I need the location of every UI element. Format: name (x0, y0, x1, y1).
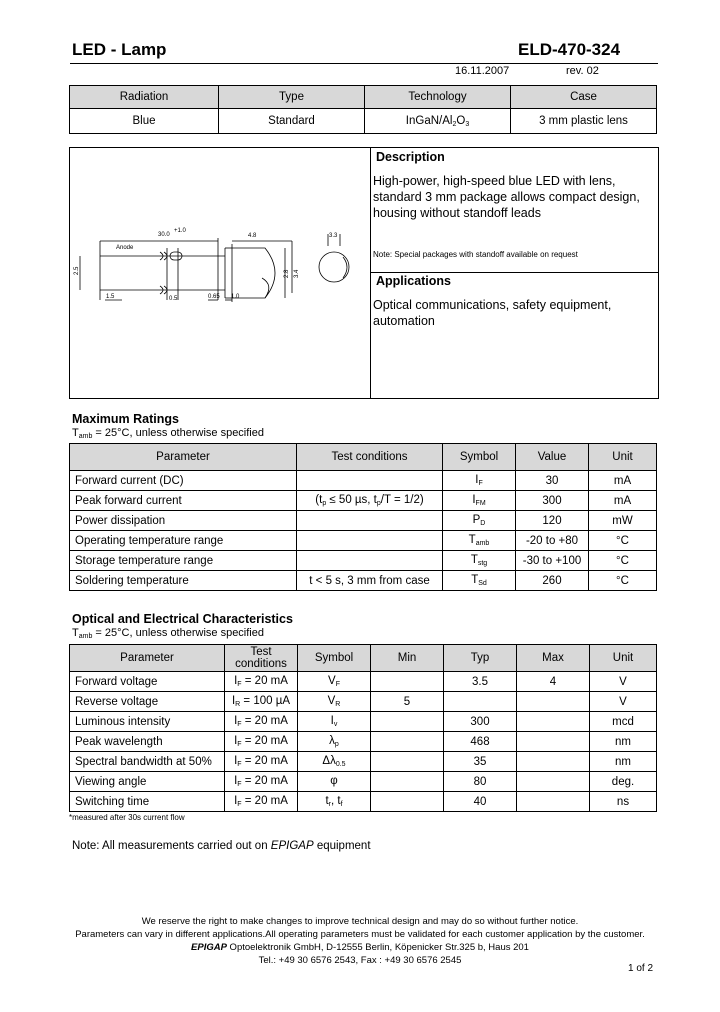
oc-header-max: Max (517, 645, 590, 672)
table-row: Storage temperature range $T_{stg}$ -30 to +100 °C (70, 551, 657, 571)
description-text: High-power, high-speed blue LED with lens, standard 3 mm package allows compact design, housing without standoff leads (373, 174, 640, 220)
table-row: Power dissipation $P_D$ 120 mW (70, 511, 657, 531)
optical-table (69, 644, 657, 812)
oc-header-conditions: Test conditions (225, 645, 298, 672)
table-row: Peak wavelength $I_F = 20$ mA $\lambda_p$ 468 nm (70, 732, 657, 752)
part-number: ELD-470-324 (518, 40, 621, 59)
panel-hdivider (370, 272, 658, 273)
applications-text: Optical communications, safety equipment, automation (373, 298, 612, 328)
table-row: Switching time $I_F = 20$ mA $t_r$, $t_f$ 40 ns (70, 792, 657, 812)
summary-header-case: Case (511, 86, 657, 109)
dim-length: 4.8 (248, 233, 257, 239)
dim-3-4: 3.4 (294, 269, 300, 278)
mr-header-value: Value (516, 444, 589, 471)
table-row: Soldering temperature t < 5 s, 3 mm from case $T_{Sd}$ 260 °C (70, 571, 657, 591)
dim-1-5: 1.5 (106, 294, 115, 300)
document-revision: rev. 02 (566, 65, 599, 77)
footer-address: EPIGAP Optoelektronik GmbH, D-12555 Berlin, Köpenicker Str.325 b, Haus 201 (191, 942, 529, 953)
footnote: *measured after 30s current flow (69, 813, 185, 822)
max-ratings-table (69, 443, 657, 591)
table-row: Peak forward current ($t_p \le 50$ µs, $t_p/T = 1/2$) $I_{FM}$ 300 mA (70, 491, 657, 511)
oc-header-min: Min (371, 645, 444, 672)
dim-diameter: 3.3 (329, 233, 338, 239)
table-row: Operating temperature range $T_{amb}$ -20 to +80 °C (70, 531, 657, 551)
package-drawing (70, 148, 370, 398)
max-ratings-title: Maximum Ratings (72, 412, 179, 426)
measurement-note: Note: All measurements carried out on EPIGAP equipment (72, 840, 371, 852)
oc-header-typ: Typ (444, 645, 517, 672)
dim-top-tol: +1.0 (174, 228, 186, 234)
description-panel (69, 147, 659, 399)
oc-header-unit: Unit (590, 645, 657, 672)
mr-header-symbol: Symbol (443, 444, 516, 471)
footer-disclaimer-2: Parameters can vary in different applications.All operating parameters must be validated for each customer application by the customer. (75, 929, 645, 940)
optical-conditions: $T_{amb} = 25^\circ C$, unless otherwise specified (72, 627, 264, 640)
description-note: Note: Special packages with standoff available on request (373, 250, 578, 259)
table-row: Viewing angle $I_F = 20$ mA φ 80 deg. (70, 772, 657, 792)
optical-title: Optical and Electrical Characteristics (72, 612, 293, 626)
page-number: 1 of 2 (628, 963, 654, 974)
summary-table (69, 85, 657, 134)
max-ratings-conditions: $T_{amb} = 25^\circ C$, unless otherwise specified (72, 427, 264, 440)
panel-divider (370, 148, 371, 398)
anode-label: Anode (116, 245, 134, 251)
title-rule (70, 63, 658, 64)
footer-disclaimer-1: We reserve the right to make changes to improve technical design and may do so without further notice. (141, 916, 579, 927)
footer-contact: Tel.: +49 30 6576 2543, Fax : +49 30 6576 2545 (258, 955, 462, 966)
table-row: Luminous intensity $I_F = 20$ mA $I_v$ 300 mcd (70, 712, 657, 732)
mr-header-unit: Unit (589, 444, 657, 471)
table-row: Forward current (DC) $I_F$ 30 mA (70, 471, 657, 491)
dim-2-8: 2.8 (284, 269, 290, 278)
summary-header-radiation: Radiation (70, 86, 219, 109)
summary-case: 3 mm plastic lens (511, 109, 657, 134)
dim-0-5: 0.5 (169, 296, 178, 302)
description-heading: Description (376, 150, 445, 164)
mr-header-parameter: Parameter (70, 444, 297, 471)
summary-type: Standard (219, 109, 365, 134)
summary-header-technology: Technology (365, 86, 511, 109)
page-title: LED - Lamp (72, 40, 167, 59)
document-date: 16.11.2007 (455, 65, 510, 77)
oc-header-symbol: Symbol (298, 645, 371, 672)
dim-top: 30.0 (158, 232, 170, 238)
oc-header-parameter: Parameter (70, 645, 225, 672)
summary-header-type: Type (219, 86, 365, 109)
summary-technology: InGaN/$Al_2O_3$ (365, 109, 511, 134)
applications-heading: Applications (376, 274, 452, 288)
mr-header-conditions: Test conditions (297, 444, 443, 471)
dim-left: 2.5 (74, 266, 80, 275)
table-row: Forward voltage $I_F = 20$ mA $V_F$ 3.5 4 V (70, 672, 657, 692)
table-row: Spectral bandwidth at 50% $I_F = 20$ mA $\Delta\lambda_{0.5}$ 35 nm (70, 752, 657, 772)
dim-0-65: 0.65 (208, 294, 220, 300)
dim-1-0: 1.0 (231, 294, 240, 300)
summary-radiation: Blue (70, 109, 219, 134)
table-row: Reverse voltage $I_R = 100$ µA $V_R$ 5 V (70, 692, 657, 712)
